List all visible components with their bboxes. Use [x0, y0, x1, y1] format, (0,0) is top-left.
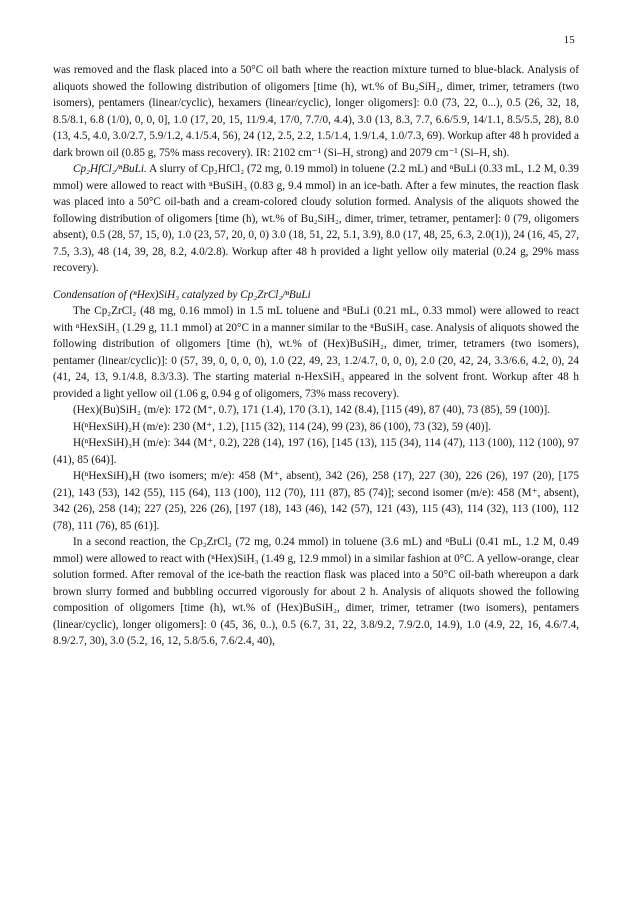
paragraph-hex-reaction-2: In a second reaction, the Cp₂ZrCl₂ (72 mg, 0.24 mmol) in toluene (3.6 mL) and ⁿBuLi (0.41 mL, 1.2 M, 0.49 mmol) were allowed to react with (ⁿHex)SiH₃ (1.49 g, 12.9 mmol) in a similar fashion at 0°C. A yellow-orange, clear solution formed. After removal of the ice-bath the reaction flask was placed into a 50°C oil-bath whereupon a dark brown slurry formed and bubbling occurred vigorously for about 2 h. Analysis of aliquots showed the following composition of oligomers [time (h), wt.% of (Hex)BuSiH₂, dimer, trimer, tetramer (two isomers), pentamers (linear/cyclic), longer oligomers]: 0 (45, 36, 0..), 0.5 (6.7, 31, 22, 3.8/9.2, 7.9/2.0, 14.9), 1.0 (4.9, 22, 16, 4.6/7.4, 8.9/2.7, 30), 3.0 (5.2, 16, 12, 5.8/5.6, 7.6/2.4, 40),: [53, 536, 579, 647]
ms-entry-hexbusih2: (Hex)(Bu)SiH₂ (m/e): 172 (M⁺, 0.7), 171 (1.4), 170 (3.1), 142 (8.4), [115 (49), 87 (40), 73 (85), 59 (100)].: [73, 404, 551, 416]
paragraph-bu-continuation: was removed and the flask placed into a 50°C oil bath where the reaction mixture turned to blue-black. Analysis of aliquots showed the following distribution of oligomers [time (h), wt.% of Bu₂SiH₂, dimer, trimer, tetramers (two isomers), pentamers (linear/cyclic), hexamers (linear/cyclic), longer oligomers]: 0.0 (73, 22, 0...), 0.5 (26, 32, 18, 8.5/8.1, 6.8 (1/0), 0, 0, 0], 1.0 (17, 20, 15, 11/9.4, 17/0, 7.7/0, 4.4), 3.0 (13, 8.3, 7.7, 6.6/5.9, 14/1.1, 8.5/5.5, 28), 8.0 (13, 4.5, 4.0, 3.0/2.7, 5.9/1.2, 4.1/5.4, 56), 24 (12, 2.5, 2.2, 1.5/1.4, 1.9/1.4, 1.0/7.3, 69). Workup after 48 h provided a dark brown oil (0.85 g, 75% mass recovery). IR: 2102 cm⁻¹ (Si–H, strong) and 2079 cm⁻¹ (Si–H, sh).: [53, 64, 579, 159]
paragraph-hex-reaction-1: The Cp₂ZrCl₂ (48 mg, 0.16 mmol) in 1.5 mL toluene and ⁿBuLi (0.21 mL, 0.33 mmol) were allowed to react with ⁿHexSiH₃ (1.29 g, 11.1 mmol) at 20°C in a manner similar to the ⁿBuSiH₃ case. Analysis of aliquots showed the following distribution of oligomers [time (h), wt.% of (Hex)BuSiH₂, dimer, trimer, tetramers (two isomers), pentamer (linear/cyclic)]: 0 (57, 39, 0, 0, 0, 0), 1.0 (22, 49, 23, 1.2/4.7, 0, 0, 0), 2.0 (20, 42, 24, 3.3/6.6, 4.2, 0), 24 (41, 24, 13, 9.1/4.8, 8.3/3.3). The starting material n-HexSiH₃ appeared in the solvent front. Workup after 48 h provided a light yellow oil (1.06 g, 0.94 g of oligomers, 73% mass recovery).: [53, 305, 579, 400]
page-number: 15: [563, 34, 575, 46]
section-heading: Condensation of (ⁿHex)SiH₃ catalyzed by Cp₂ZrCl₂/ⁿBuLi: [53, 288, 311, 301]
hf-text: A slurry of Cp₂HfCl₂ (72 mg, 0.19 mmol) in toluene (2.2 mL) and ⁿBuLi (0.33 mL, 1.2 M, 0.39 mmol) were allowed to react with ⁿBuSiH₃ (0.83 g, 9.4 mmol) in an ice-bath. After a few minutes, the reaction flask was placed into a 50°C oil-bath and a cream-colored cloudy solution formed. Analysis of the aliquots showed the following distribution of oligomers [time (h), wt.% of Bu₂SiH₂, dimer, trimer, tetramer, pentamer]: 0 (79, oligomers absent), 0.5 (28, 57, 15, 0), 1.0 (23, 57, 20, 0, 0) 3.0 (18, 51, 22, 5.1, 3.9), 8.0 (17, 48, 25, 6.3, 2.0(1)), 24 (16, 45, 27, 7.5, 3.3), 48 (14, 39, 28, 8.2, 4.0/2.8). Workup after 48 h provided a light yellow oily material (0.24 g, 29% mass recovery).: [53, 163, 579, 274]
document-body: [53, 62, 579, 650]
hf-heading: Cp₂HfCl₂/ⁿBuLi.: [73, 163, 147, 175]
paragraph-hf-catalyst: [53, 161, 579, 277]
ms-entry-trimer: H(ⁿHexSiH)₃H (m/e): 344 (M⁺, 0.2), 228 (14), 197 (16), [145 (13), 115 (34), 114 (47), 113 (100), 112 (100), 97 (41), 85 (64)].: [53, 437, 579, 466]
ms-entry-tetramer: H(ⁿHexSiH)₄H (two isomers; m/e): 458 (M⁺, absent), 342 (26), 258 (17), 227 (30), 226 (26), 197 (20), [175 (21), 143 (53), 142 (55), 115 (64), 113 (100), 112 (70), 111 (87), 85 (74)]; second isomer (m/e): 458 (M⁺, absent), 342 (26), 258 (14); 227 (25), 226 (26), [197 (18), 143 (46), 142 (57), 121 (43), 115 (43), 114 (32), 113 (100), 112 (78), 111 (76), 85 (61)].: [53, 470, 579, 532]
ms-entry-dimer: H(ⁿHexSiH)₂H (m/e): 230 (M⁺, 1.2), [115 (32), 114 (24), 99 (23), 86 (100), 73 (32), 59 (40)].: [73, 420, 491, 433]
